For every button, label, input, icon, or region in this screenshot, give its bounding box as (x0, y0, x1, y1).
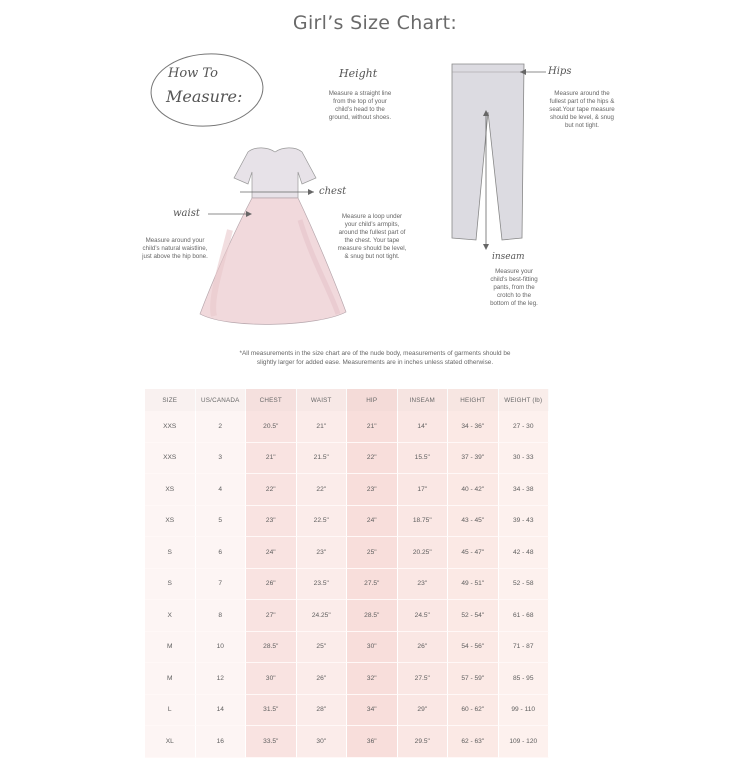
cell-us-canada: 14 (196, 695, 247, 727)
cell-waist: 23" (297, 537, 348, 569)
header-us-canada: US/CANADA (196, 389, 247, 411)
cell-size: XXS (145, 411, 196, 443)
cell-chest: 24" (246, 537, 297, 569)
table-header-row (145, 389, 549, 411)
table-row (145, 600, 549, 632)
cell-weight: 34 - 38 (499, 474, 550, 506)
cell-inseam: 14" (398, 411, 449, 443)
cell-size: L (145, 695, 196, 727)
cell-us-canada: 16 (196, 726, 247, 758)
cell-waist: 25" (297, 632, 348, 664)
cell-us-canada: 5 (196, 506, 247, 538)
table-row (145, 474, 549, 506)
cell-inseam: 27.5" (398, 663, 449, 695)
cell-us-canada: 6 (196, 537, 247, 569)
cell-us-canada: 3 (196, 443, 247, 475)
cell-waist: 24.25" (297, 600, 348, 632)
inseam-label: inseam (492, 252, 525, 262)
cell-height: 57 - 59" (448, 663, 499, 695)
height-note: Measure a straight line from the top of your child’s head to the ground, without shoes. (328, 90, 392, 121)
cell-hip: 24" (347, 506, 398, 538)
cell-hip: 22" (347, 443, 398, 475)
cell-height: 45 - 47" (448, 537, 499, 569)
table-row (145, 663, 549, 695)
header-size: SIZE (145, 389, 196, 411)
cell-inseam: 23" (398, 569, 449, 601)
header-chest: CHEST (246, 389, 297, 411)
cell-height: 52 - 54" (448, 600, 499, 632)
cell-hip: 30" (347, 632, 398, 664)
cell-waist: 22.5" (297, 506, 348, 538)
cell-chest: 23" (246, 506, 297, 538)
cell-waist: 30" (297, 726, 348, 758)
cell-weight: 109 - 120 (499, 726, 550, 758)
cell-inseam: 17" (398, 474, 449, 506)
cell-us-canada: 12 (196, 663, 247, 695)
cell-waist: 23.5" (297, 569, 348, 601)
table-row (145, 411, 549, 443)
cell-waist: 21" (297, 411, 348, 443)
cell-chest: 22" (246, 474, 297, 506)
how-to-measure-illustration (0, 0, 750, 340)
page-title: Girl’s Size Chart: (292, 12, 458, 34)
cell-chest: 33.5" (246, 726, 297, 758)
chest-note: Measure a loop under your child’s armpits, around the fullest part of the chest. Your tape measure should be level, & snug but not tight. (337, 213, 407, 260)
cell-us-canada: 8 (196, 600, 247, 632)
cell-chest: 28.5" (246, 632, 297, 664)
header-inseam: INSEAM (398, 389, 449, 411)
how-to-label: How To (168, 66, 218, 81)
cell-size: M (145, 663, 196, 695)
header-height: HEIGHT (448, 389, 499, 411)
cell-weight: 39 - 43 (499, 506, 550, 538)
cell-us-canada: 7 (196, 569, 247, 601)
cell-height: 60 - 62" (448, 695, 499, 727)
cell-height: 54 - 56" (448, 632, 499, 664)
waist-label: waist (173, 208, 200, 219)
cell-weight: 99 - 110 (499, 695, 550, 727)
cell-inseam: 29" (398, 695, 449, 727)
cell-hip: 36" (347, 726, 398, 758)
cell-inseam: 18.75" (398, 506, 449, 538)
hips-label: Hips (548, 66, 572, 77)
cell-height: 34 - 36" (448, 411, 499, 443)
cell-hip: 27.5" (347, 569, 398, 601)
cell-inseam: 24.5" (398, 600, 449, 632)
header-weight: WEIGHT (lb) (499, 389, 550, 411)
cell-chest: 31.5" (246, 695, 297, 727)
chest-label: chest (319, 186, 347, 197)
hips-note: Measure around the fullest part of the hips & seat.Your tape measure should be level, & snug but not tight. (549, 90, 615, 129)
cell-height: 49 - 51" (448, 569, 499, 601)
measure-label: Measure: (166, 87, 243, 106)
header-waist: WAIST (297, 389, 348, 411)
table-row (145, 695, 549, 727)
cell-chest: 20.5" (246, 411, 297, 443)
waist-note: Measure around your child’s natural waistline, just above the hip bone. (142, 237, 208, 260)
cell-inseam: 29.5" (398, 726, 449, 758)
cell-size: S (145, 537, 196, 569)
table-row (145, 569, 549, 601)
header-hip: HIP (347, 389, 398, 411)
cell-weight: 52 - 58 (499, 569, 550, 601)
cell-size: XXS (145, 443, 196, 475)
cell-waist: 28" (297, 695, 348, 727)
inseam-note: Measure your child’s best-fitting pants, from the crotch to the bottom of the leg. (490, 268, 538, 307)
height-label: Height (339, 67, 378, 80)
cell-inseam: 20.25" (398, 537, 449, 569)
table-row (145, 443, 549, 475)
cell-chest: 27" (246, 600, 297, 632)
cell-weight: 61 - 68 (499, 600, 550, 632)
cell-chest: 30" (246, 663, 297, 695)
cell-height: 37 - 39" (448, 443, 499, 475)
cell-waist: 22" (297, 474, 348, 506)
cell-hip: 28.5" (347, 600, 398, 632)
cell-waist: 21.5" (297, 443, 348, 475)
cell-hip: 32" (347, 663, 398, 695)
cell-size: M (145, 632, 196, 664)
size-rows (145, 411, 549, 758)
cell-us-canada: 2 (196, 411, 247, 443)
cell-size: XS (145, 506, 196, 538)
table-row (145, 506, 549, 538)
cell-hip: 34" (347, 695, 398, 727)
cell-height: 43 - 45" (448, 506, 499, 538)
cell-inseam: 26" (398, 632, 449, 664)
cell-weight: 42 - 48 (499, 537, 550, 569)
cell-us-canada: 4 (196, 474, 247, 506)
cell-us-canada: 10 (196, 632, 247, 664)
cell-weight: 71 - 87 (499, 632, 550, 664)
cell-hip: 23" (347, 474, 398, 506)
cell-size: X (145, 600, 196, 632)
cell-hip: 21" (347, 411, 398, 443)
illustration-drawing (0, 0, 750, 340)
cell-hip: 25" (347, 537, 398, 569)
table-row (145, 537, 549, 569)
cell-chest: 26" (246, 569, 297, 601)
table-row (145, 632, 549, 664)
cell-waist: 26" (297, 663, 348, 695)
cell-size: XS (145, 474, 196, 506)
cell-size: XL (145, 726, 196, 758)
cell-height: 40 - 42" (448, 474, 499, 506)
cell-weight: 85 - 95 (499, 663, 550, 695)
cell-weight: 30 - 33 (499, 443, 550, 475)
measurement-footnote: *All measurements in the size chart are of the nude body, measurements of garments should be slightly larger for added ease. Measurements are in inches unless stated otherwise. (239, 350, 511, 366)
cell-inseam: 15.5" (398, 443, 449, 475)
size-chart-table (145, 389, 549, 747)
cell-chest: 21" (246, 443, 297, 475)
table-row (145, 726, 549, 758)
cell-size: S (145, 569, 196, 601)
cell-height: 62 - 63" (448, 726, 499, 758)
cell-weight: 27 - 30 (499, 411, 550, 443)
